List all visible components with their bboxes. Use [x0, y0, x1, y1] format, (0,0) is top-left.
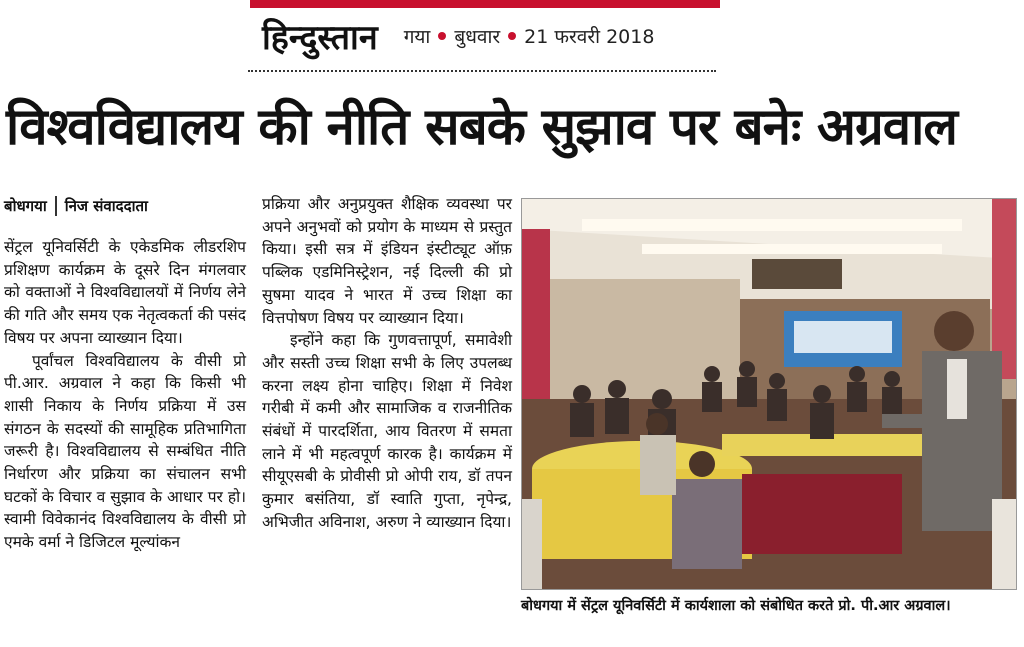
article-paragraph: इन्होंने कहा कि गुणवत्तापूर्ण, समावेशी और सस्ती उच्च शिक्षा सभी के लिए उपलब्ध करना लक्ष्य होना चाहिए। शिक्षा में निवेश गरीबी में कमी और सामाजिक व राजनीतिक संबंधों में पारदर्शिता, आय वितरण में समता लाने में भी महत्वपूर्ण कारक है। कार्यक्रम में सीयूएसबी के प्रोवीसी प्रो ओपी राय, डॉ तपन कुमार बसंतिया, डॉ स्वाति गुप्ता, नृपेन्द्र, अभिजीत अविनाश, अरुण ने व्याख्यान दिया। — [262, 331, 512, 531]
article-headline: विश्वविद्यालय की नीति सबके सुझाव पर बनेः अग्रवाल — [6, 98, 957, 157]
dateline-day: बुधवार — [454, 26, 501, 48]
photo-caption: बोधगया में सेंट्रल यूनिवर्सिटी में कार्यशाला को संबोधित करते प्रो. पी.आर अग्रवाल। — [521, 598, 951, 614]
dateline — [404, 23, 655, 49]
article-paragraph: पूर्वांचल विश्वविद्यालय के वीसी प्रो पी.आर. अग्रवाल ने कहा कि किसी भी शासी निकाय के निर्णय प्रक्रिया में उस संगठन के सदस्यों की सामूहिक प्रतिभागिता जरूरी है। विश्वविद्यालय से सम्बंधित नीति निर्धारण और प्रक्रिया का संचालन सभी घटकों के विचार व सुझाव के आधार पर हो। स्वामी विवेकानंद विश्वविद्यालय के वीसी प्रो एमके वर्मा ने डिजिटल मूल्यांकन — [4, 351, 246, 552]
masthead-accent-bar — [250, 0, 720, 8]
article-column-2 — [262, 193, 512, 534]
article-photo — [521, 198, 1017, 590]
dateline-date: 21 फरवरी 2018 — [524, 26, 655, 48]
masthead — [262, 14, 654, 58]
article-paragraph: सेंट्रल यूनिवर्सिटी के एकेडमिक लीडरशिप प्रशिक्षण कार्यक्रम के दूसरे दिन मंगलवार को वक्ताओं ने विश्वविद्यालयों में निर्णय लेने की गति और समय एक नेतृत्वकर्ता की पसंद विषय पर अपना व्याख्यान दिया। — [4, 238, 246, 347]
byline-author: निज संवाददाता — [64, 197, 148, 215]
bullet-dot-icon — [438, 32, 446, 40]
masthead-divider — [248, 70, 716, 72]
newspaper-logo: हिन्दुस्तान — [262, 18, 378, 58]
dateline-city: गया — [403, 26, 431, 48]
byline-separator — [55, 196, 57, 216]
article-paragraph: प्रक्रिया और अनुप्रयुक्त शैक्षिक व्यवस्था पर अपने अनुभवों को प्रयोग के माध्यम से प्रस्तुत किया। इसी सत्र में इंडियन इंस्टीट्यूट ऑफ़ पब्लिक एडमिनिस्ट्रेशन, नई दिल्ली की प्रो सुषमा यादव ने भारत में उच्च शिक्षा का वित्तपोषण विषय पर व्याख्यान दिया। — [262, 195, 512, 327]
article-column-1 — [4, 236, 246, 554]
bullet-dot-icon — [508, 32, 516, 40]
conference-hall-photo — [522, 199, 1016, 589]
byline-place: बोधगया — [4, 197, 47, 215]
byline — [4, 196, 148, 216]
